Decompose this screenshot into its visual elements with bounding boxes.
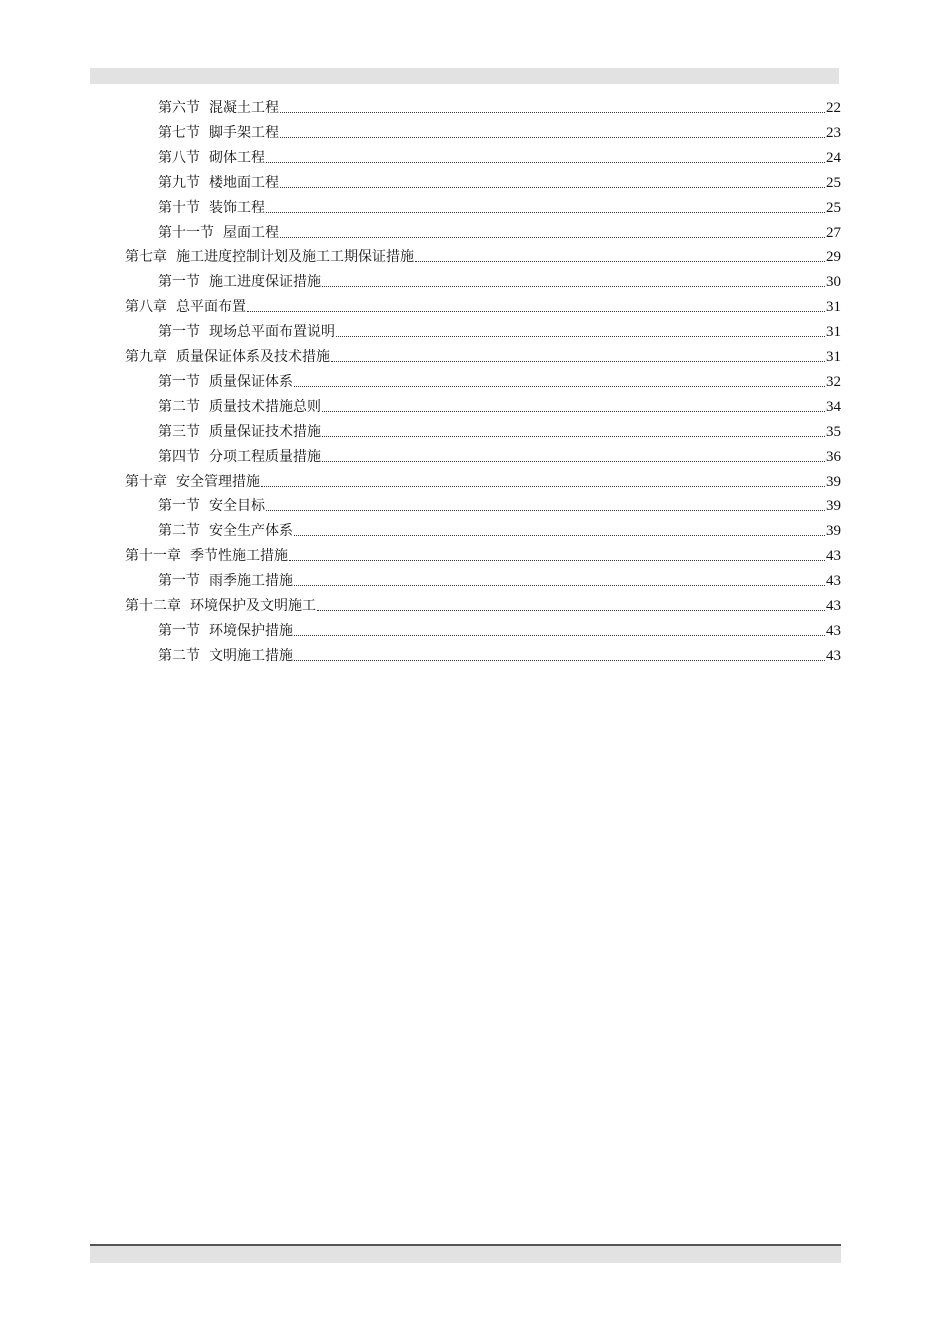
toc-chapter-row[interactable] [125,591,841,615]
toc-page-number: 43 [826,623,841,639]
toc-dot-leader [322,460,825,462]
toc-entry-label [158,647,293,665]
toc-dot-leader [336,335,825,337]
toc-entry-title: 装饰工程 [209,200,265,216]
toc-section-row[interactable] [158,417,841,441]
toc-entry-number: 第一节 [158,623,200,639]
toc-entry-label [125,248,414,266]
toc-page-number: 39 [826,498,841,514]
toc-entry-title: 质量技术措施总则 [209,399,321,415]
toc-section-row[interactable] [158,218,841,242]
toc-entry-label [158,522,293,540]
toc-dot-leader [415,260,825,262]
toc-entry-title: 现场总平面布置说明 [209,324,335,340]
toc-entry-title: 屋面工程 [223,225,279,241]
toc-entry-number: 第七节 [158,125,200,141]
toc-entry-label [158,149,265,167]
toc-page-number: 25 [826,200,841,216]
page-footer-bar [90,1246,841,1263]
toc-entry-title: 雨季施工措施 [209,573,293,589]
toc-page-number: 43 [826,648,841,664]
toc-entry-title: 季节性施工措施 [190,548,288,564]
toc-section-row[interactable] [158,143,841,167]
toc-entry-label [158,99,279,117]
toc-entry-number: 第十一节 [158,225,214,241]
toc-entry-number: 第十二章 [125,598,181,614]
toc-entry-label [158,622,293,640]
toc-entry-label [125,597,316,615]
toc-dot-leader [266,161,825,163]
toc-entry-number: 第一节 [158,374,200,390]
toc-dot-leader [294,659,825,661]
toc-entry-label [158,199,265,217]
toc-dot-leader [322,435,825,437]
toc-entry-number: 第四节 [158,449,200,465]
toc-entry-label [158,323,335,341]
toc-page-number: 23 [826,125,841,141]
toc-entry-title: 脚手架工程 [209,125,279,141]
toc-entry-label [158,423,321,441]
toc-entry-number: 第九章 [125,349,167,365]
toc-entry-label [158,273,321,291]
toc-entry-number: 第十节 [158,200,200,216]
toc-entry-title: 安全管理措施 [176,474,260,490]
toc-entry-number: 第十章 [125,474,167,490]
toc-section-row[interactable] [158,516,841,540]
toc-page-number: 43 [826,548,841,564]
toc-entry-title: 安全目标 [209,498,265,514]
toc-entry-title: 环境保护及文明施工 [190,598,316,614]
toc-dot-leader [294,385,825,387]
toc-section-row[interactable] [158,566,841,590]
toc-section-row[interactable] [158,491,841,515]
toc-section-row[interactable] [158,317,841,341]
toc-entry-number: 第二节 [158,399,200,415]
toc-entry-title: 混凝土工程 [209,100,279,116]
toc-entry-title: 质量保证技术措施 [209,424,321,440]
toc-section-row[interactable] [158,93,841,117]
toc-dot-leader [294,634,825,636]
toc-entry-label [125,298,246,316]
toc-entry-title: 总平面布置 [176,299,246,315]
toc-dot-leader [280,186,825,188]
toc-section-row[interactable] [158,193,841,217]
toc-entry-number: 第一节 [158,324,200,340]
toc-entry-label [158,497,265,515]
toc-entry-number: 第二节 [158,648,200,664]
toc-dot-leader [317,609,825,611]
toc-page-number: 31 [826,299,841,315]
toc-entry-number: 第一节 [158,274,200,290]
toc-entry-number: 第一节 [158,498,200,514]
toc-page-number: 29 [826,249,841,265]
toc-page-number: 43 [826,598,841,614]
toc-page-number: 27 [826,225,841,241]
toc-entry-number: 第八章 [125,299,167,315]
toc-page-number: 34 [826,399,841,415]
toc-dot-leader [280,236,825,238]
toc-dot-leader [280,136,825,138]
toc-page-number: 24 [826,150,841,166]
toc-chapter-row[interactable] [125,342,841,366]
toc-page-number: 36 [826,449,841,465]
toc-entry-label [158,224,279,242]
toc-dot-leader [247,310,825,312]
toc-entry-number: 第八节 [158,150,200,166]
toc-page-number: 31 [826,324,841,340]
toc-dot-leader [266,211,825,213]
toc-page-number: 43 [826,573,841,589]
toc-entry-label [158,572,293,590]
toc-page-number: 22 [826,100,841,116]
toc-entry-title: 质量保证体系及技术措施 [176,349,330,365]
toc-entry-title: 环境保护措施 [209,623,293,639]
toc-entry-number: 第二节 [158,523,200,539]
toc-page-number: 30 [826,274,841,290]
toc-entry-number: 第七章 [125,249,167,265]
page-header-bar [90,68,839,84]
toc-entry-title: 楼地面工程 [209,175,279,191]
toc-dot-leader [261,485,825,487]
toc-dot-leader [322,410,825,412]
toc-chapter-row[interactable] [125,242,841,266]
toc-page-number: 39 [826,523,841,539]
toc-page-number: 32 [826,374,841,390]
toc-entry-number: 第九节 [158,175,200,191]
toc-entry-title: 安全生产体系 [209,523,293,539]
toc-entry-label [125,547,288,565]
toc-entry-number: 第十一章 [125,548,181,564]
toc-section-row[interactable] [158,367,841,391]
toc-entry-label [158,448,321,466]
toc-section-row[interactable] [158,267,841,291]
toc-entry-label [125,473,260,491]
toc-entry-label [158,124,279,142]
toc-page-number: 25 [826,175,841,191]
toc-page-number: 39 [826,474,841,490]
toc-entry-title: 砌体工程 [209,150,265,166]
toc-section-row[interactable] [158,118,841,142]
toc-entry-title: 施工进度保证措施 [209,274,321,290]
toc-dot-leader [289,559,825,561]
toc-dot-leader [322,285,825,287]
toc-chapter-row[interactable] [125,467,841,491]
toc-entry-label [158,398,321,416]
toc-section-row[interactable] [158,392,841,416]
toc-entry-title: 施工进度控制计划及施工工期保证措施 [176,249,414,265]
toc-section-row[interactable] [158,442,841,466]
toc-chapter-row[interactable] [125,541,841,565]
toc-page-number: 35 [826,424,841,440]
toc-dot-leader [266,509,825,511]
toc-page-number: 31 [826,349,841,365]
toc-entry-number: 第一节 [158,573,200,589]
toc-section-row[interactable] [158,641,841,665]
toc-dot-leader [294,534,825,536]
toc-entry-number: 第三节 [158,424,200,440]
toc-entry-label [158,174,279,192]
toc-dot-leader [280,111,825,113]
toc-dot-leader [331,360,825,362]
toc-entry-title: 文明施工措施 [209,648,293,664]
toc-section-row[interactable] [158,616,841,640]
toc-dot-leader [294,584,825,586]
toc-section-row[interactable] [158,168,841,192]
toc-entry-title: 质量保证体系 [209,374,293,390]
toc-chapter-row[interactable] [125,292,841,316]
toc-entry-title: 分项工程质量措施 [209,449,321,465]
toc-entry-label [158,373,293,391]
toc-entry-label [125,348,330,366]
toc-entry-number: 第六节 [158,100,200,116]
